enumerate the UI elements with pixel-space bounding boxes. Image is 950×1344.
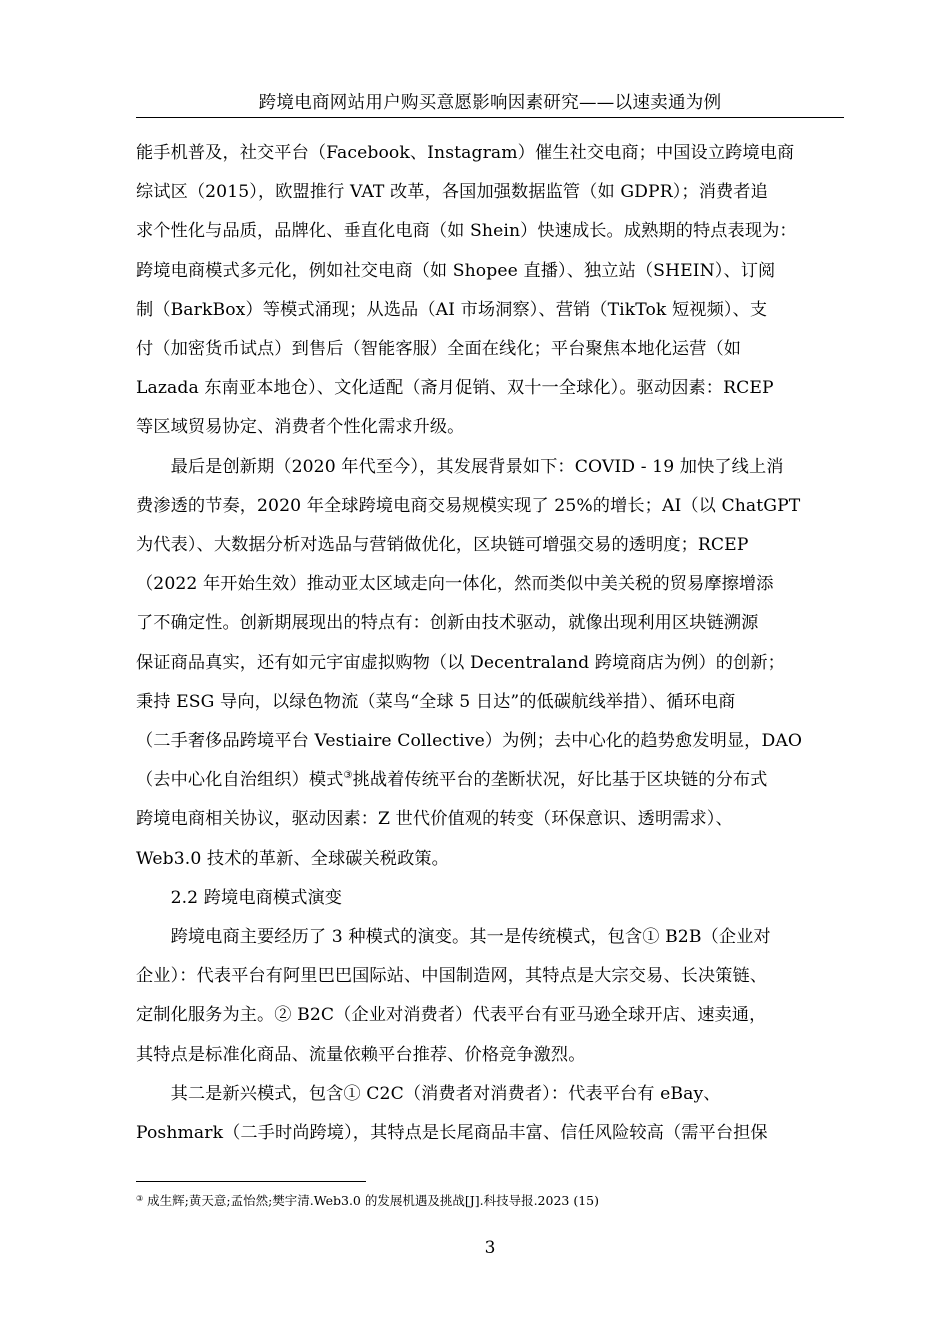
text-line: 了不确定性。创新期展现出的特点有：创新由技术驱动，就像出现利用区块链溯源 — [136, 613, 759, 634]
text-line: 秉持 ESG 导向，以绿色物流（菜鸟“全球 5 日达”的低碳航线举措）、循环电商 — [136, 691, 736, 712]
text-line: 跨境电商模式多元化，例如社交电商（如 Shopee 直播）、独立站（SHEIN）、订阅 — [136, 260, 776, 281]
text-line-with-footnote — [136, 761, 848, 800]
text-line: 企业）：代表平台有阿里巴巴国际站、中国制造网，其特点是大宗交易、长决策链、 — [136, 966, 768, 987]
text-line: 制（BarkBox）等模式涌现；从选品（AI 市场洞察）、营销（TikTok 短视频）、支 — [136, 299, 768, 320]
text-line: 费渗透的节奏，2020 年全球跨境电商交易规模实现了 25%的增长；AI（以 ChatGPT — [136, 495, 801, 516]
footnote — [136, 1190, 844, 1210]
text-line: 最后是创新期（2020 年代至今），其发展背景如下：COVID - 19 加快了线上消 — [136, 456, 784, 477]
footnote-text: 成生辉;黄天意;孟怡然;樊宇清.Web3.0 的发展机遇及挑战[J].科技导报.2023 (15) — [147, 1193, 600, 1208]
text-line: Poshmark（二手时尚跨境），其特点是长尾商品丰富、信任风险较高（需平台担保 — [136, 1123, 768, 1144]
running-header: 跨境电商网站用户购买意愿影响因素研究——以速卖通为例 — [258, 93, 722, 113]
text-line: 为代表）、大数据分析对选品与营销做优化，区块链可增强交易的透明度；RCEP — [136, 535, 749, 556]
text-line: 综试区（2015），欧盟推行 VAT 改革，各国加强数据监管（如 GDPR）；消费者追 — [136, 182, 768, 203]
text-segment: （去中心化自治组织）模式 — [136, 770, 344, 791]
text-line: 其特点是标准化商品、流量依赖平台推荐、价格竞争激烈。 — [136, 1044, 586, 1065]
text-line: 能手机普及，社交平台（Facebook、Instagram）催生社交电商；中国设立跨境电商 — [136, 143, 795, 163]
text-line: 跨境电商主要经历了 3 种模式的演变。其一是传统模式，包含① B2B（企业对 — [136, 927, 771, 948]
text-line: （2022 年开始生效）推动亚太区域走向一体化，然而类似中美关税的贸易摩擦增添 — [136, 574, 774, 595]
text-segment: 挑战着传统平台的垄断状况，好比基于区块链的分布式 — [352, 770, 768, 791]
text-line: （二手奢侈品跨境平台 Vestiaire Collective）为例；去中心化的趋势愈发明显，DAO — [136, 731, 803, 752]
header-rule — [136, 117, 844, 118]
text-line: 其二是新兴模式，包含① C2C（消费者对消费者）：代表平台有 eBay、 — [136, 1083, 721, 1104]
text-line: Web3.0 技术的革新、全球碳关税政策。 — [136, 848, 449, 869]
body-text — [136, 134, 848, 1153]
footnote-rule — [136, 1181, 366, 1182]
text-line: 付（加密货币试点）到售后（智能客服）全面在线化；平台聚焦本地化运营（如 — [136, 339, 742, 360]
section-heading: 2.2 跨境电商模式演变 — [136, 887, 343, 908]
text-line: 求个性化与品质，品牌化、垂直化电商（如 Shein）快速成长。成熟期的特点表现为： — [136, 221, 797, 242]
text-line: 跨境电商相关协议，驱动因素：Z 世代价值观的转变（环保意识、透明需求）、 — [136, 809, 733, 830]
text-line: 等区域贸易协定、消费者个性化需求升级。 — [136, 417, 465, 438]
footnote-reference[interactable]: ③ — [343, 770, 353, 782]
text-line: 保证商品真实，还有如元宇宙虚拟购物（以 Decentraland 跨境商店为例）的创新； — [136, 652, 785, 673]
text-line: 定制化服务为主。② B2C（企业对消费者）代表平台有亚马逊全球开店、速卖通， — [136, 1005, 767, 1026]
page-number: 3 — [484, 1238, 496, 1258]
text-line: Lazada 东南亚本地仓）、文化适配（斋月促销、双十一全球化）。驱动因素：RCEP — [136, 378, 774, 399]
footnote-marker: ③ — [136, 1194, 144, 1203]
